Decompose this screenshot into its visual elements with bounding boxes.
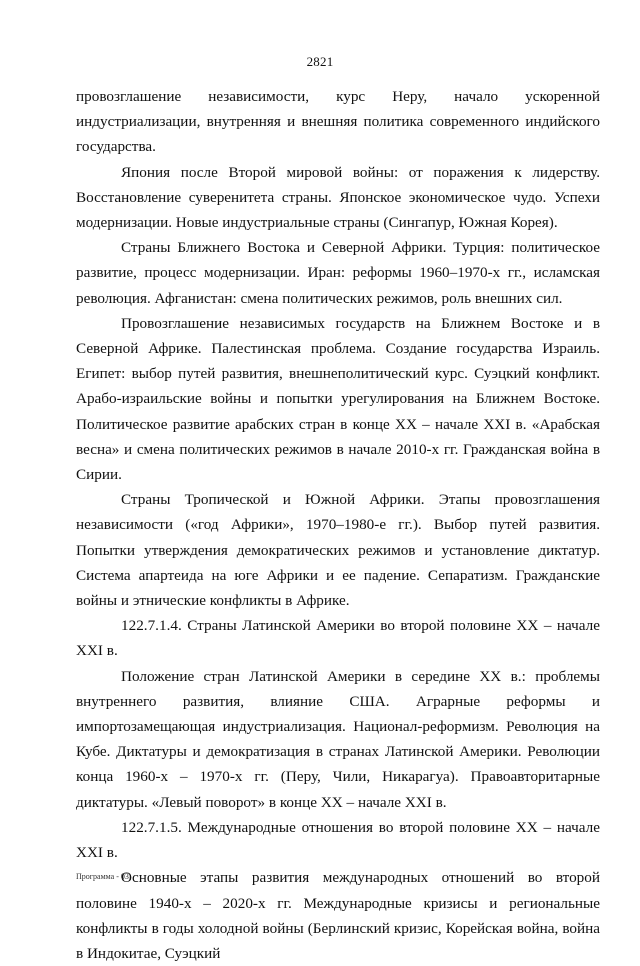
document-body [76, 84, 600, 966]
paragraph-middle-east: Страны Ближнего Востока и Северной Африки. Турция: политическое развитие, процесс модернизации. Иран: реформы 1960–1970-х гг., исламская революция. Афганистан: смена политических режимов, роль внешних сил. [76, 239, 600, 307]
paragraph-independent-states: Провозглашение независимых государств на Ближнем Востоке и в Северной Африке. Палестинская проблема. Создание государства Израиль. Египет: выбор путей развития, внешнеполитический курс. Суэцкий конфликт. Арабо-израильские войны и попытки урегулирования на Ближнем Востоке. Политическое развитие арабских стран в конце XX – начале XXI в. «Арабская весна» и смена политических режимов в начале 2010-х гг. Гражданская война в Сирии. [76, 314, 600, 484]
section-heading-international-relations: 122.7.1.5. Международные отношения во второй половине XX – начале XXI в. [76, 818, 600, 862]
paragraph-africa: Страны Тропической и Южной Африки. Этапы провозглашения независимости («год Африки», 1970–1980-е гг.). Выбор путей развития. Попытки утверждения демократических режимов и установление диктатур. Система апартеида на юге Африки и ее падение. Сепаратизм. Гражданские войны и этнические конфликты в Африке. [76, 491, 600, 610]
page-number: 2821 [306, 54, 334, 69]
section-heading-latin-america: 122.7.1.4. Страны Латинской Америки во второй половине XX – начале XXI в. [76, 617, 600, 660]
paragraph-latin-america: Положение стран Латинской Америки в середине XX в.: проблемы внутреннего развития, влияние США. Аграрные реформы и импортозамещающая индустриализация. Национал-реформизм. Революция на Кубе. Диктатуры и демократизация в странах Латинской Америки. Революции конца 1960-х – 1970-х гг. (Перу, Чили, Никарагуа). Правоавторитарные диктатуры. «Левый поворот» в конце XX – начале XXI в. [76, 667, 600, 811]
paragraph-india-continuation: провозглашение независимости, курс Неру, начало ускоренной индустриализации, внутренняя и внешняя политика современного индийского государства. [76, 88, 600, 156]
paragraph-international-relations: Основные этапы развития международных отношений во второй половине 1940-х – 2020-х гг. Международные кризисы и региональные конфликты в годы холодной войны (Берлинский кризис, Корейская война, война в Индокитае, Суэцкий [76, 869, 600, 962]
paragraph-japan: Япония после Второй мировой войны: от поражения к лидерству. Восстановление суверенитета страны. Японское экономическое чудо. Успехи модернизации. Новые индустриальные страны (Сингапур, Южная Корея). [76, 163, 600, 232]
footer-label: Программа - 03 [76, 872, 129, 881]
